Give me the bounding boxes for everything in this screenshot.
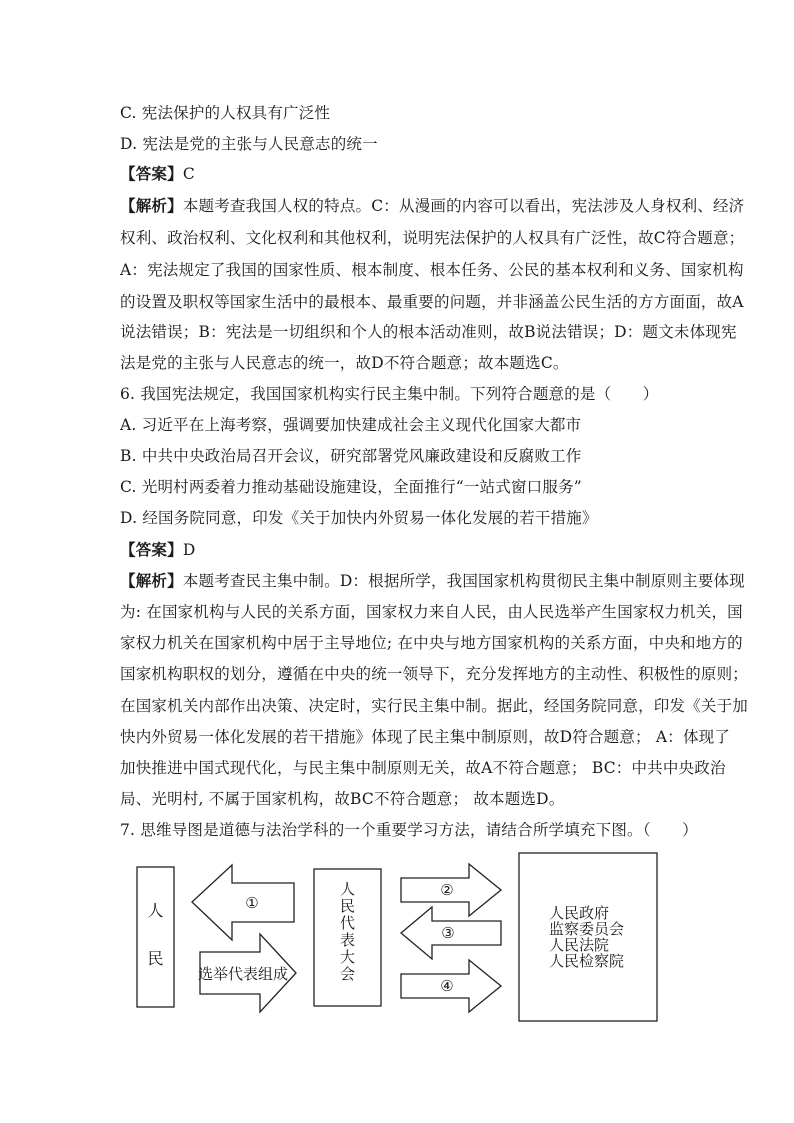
organ-item: 人民法院 bbox=[549, 936, 610, 954]
svg-text:代: 代 bbox=[339, 914, 356, 932]
people-box bbox=[137, 867, 174, 1007]
people-char: 人 bbox=[147, 901, 164, 920]
svg-text:表: 表 bbox=[339, 931, 356, 949]
answer-value: D bbox=[182, 541, 196, 559]
arrow-label-1: ① bbox=[245, 894, 259, 912]
arrow-label-4: ④ bbox=[440, 977, 454, 995]
q6-analysis-line: 国家机构职权的划分，遵循在中央的统一领导下，充分发挥地方的主动性、积极性的原则； bbox=[120, 665, 749, 683]
organ-item: 人民检察院 bbox=[549, 952, 625, 970]
q6-option-b: B. 中共中央政治局召开会议，研究部署党风廉政建设和反腐败工作 bbox=[120, 447, 582, 465]
organ-item: 监察委员会 bbox=[549, 920, 625, 938]
people-char: 民 bbox=[147, 949, 164, 968]
q5-analysis-line: 权利、政治权利、文化权利和其他权利，说明宪法保护的人权具有广泛性，故C符合题意； bbox=[120, 229, 745, 247]
q6-analysis-line: 在国家机关内部作出决策、决定时，实行民主集中制。据此，经国务院同意，印发《关于加 bbox=[120, 697, 749, 715]
analysis-tag: 【解析】 bbox=[120, 196, 183, 215]
q5-analysis-line: 说法错误；B：宪法是一切组织和个人的根本活动准则，故B说法错误；D：题文未体现宪 bbox=[120, 323, 737, 341]
q6-analysis-line: 【解析】本题考查民主集中制。D：根据所学，我国国家机构贯彻民主集中制原则主要体现 bbox=[120, 571, 745, 590]
q5-option-c: C. 宪法保护的人权具有广泛性 bbox=[120, 104, 331, 122]
q6-option-d: D. 经国务院同意，印发《关于加快内外贸易一体化发展的若干措施》 bbox=[120, 509, 598, 527]
q5-analysis-line: 的设置及职权等国家生活中的最根本、最重要的问题，并非涵盖公民生活的方方面面，故A bbox=[120, 293, 744, 311]
q6-stem: 6. 我国宪法规定，我国国家机构实行民主集中制。下列符合题意的是（ ） bbox=[120, 385, 659, 403]
congress-label bbox=[340, 880, 355, 983]
q5-analysis-line: 法是党的主张与人民意志的统一，故D不符合题意；故本题选C。 bbox=[120, 354, 569, 372]
q5-analysis-line: A：宪法规定了我国的国家性质、根本制度、根本任务、公民的基本权利和义务、国家机构 bbox=[120, 261, 744, 279]
q5-analysis-line: 【解析】本题考查我国人权的特点。C：从漫画的内容可以看出，宪法涉及人身权利、经济 bbox=[120, 196, 745, 215]
svg-text:大: 大 bbox=[339, 948, 356, 966]
organ-item: 人民政府 bbox=[549, 904, 610, 922]
q6-analysis-line: 快内外贸易一体化发展的若干措施》体现了民主集中制原则，故D符合题意； A：体现了 bbox=[120, 728, 731, 746]
svg-text:人: 人 bbox=[339, 880, 356, 898]
arrow-label-2: ② bbox=[440, 881, 454, 899]
svg-text:会: 会 bbox=[339, 965, 356, 983]
q7-stem: 7. 思维导图是道德与法治学科的一个重要学习方法，请结合所学填充下图。（ ） bbox=[120, 821, 698, 839]
elect-label: 选举代表组成 bbox=[197, 965, 289, 983]
answer-tag: 【答案】 bbox=[120, 540, 183, 559]
q5-answer bbox=[120, 164, 195, 184]
svg-text:民: 民 bbox=[339, 897, 356, 915]
q5-option-d: D. 宪法是党的主张与人民意志的统一 bbox=[120, 135, 378, 153]
q6-analysis-line: 家权力机关在国家机构中居于主导地位; 在中央与地方国家机构的关系方面，中央和地方的 bbox=[120, 634, 743, 652]
arrow-left-1 bbox=[192, 865, 294, 940]
answer-value: C bbox=[182, 165, 195, 183]
q6-option-c: C. 光明村两委着力推动基础设施建设，全面推行“一站式窗口服务” bbox=[120, 478, 582, 496]
q6-analysis-line: 为: 在国家机构与人民的关系方面，国家权力来自人民，由人民选举产生国家权力机关，国 bbox=[120, 603, 743, 621]
q6-answer bbox=[120, 540, 195, 560]
answer-tag: 【答案】 bbox=[120, 164, 183, 183]
analysis-tag: 【解析】 bbox=[120, 571, 183, 590]
q6-analysis-line: 加快推进中国式现代化，与民主集中制原则无关，故A不符合题意； BC：中共中央政治 bbox=[120, 759, 726, 777]
arrow-label-3: ③ bbox=[441, 924, 455, 942]
q6-option-a: A. 习近平在上海考察，强调要加快建成社会主义现代化国家大都市 bbox=[120, 416, 582, 434]
mind-map-diagram bbox=[0, 840, 794, 1040]
q6-analysis-line: 局、光明村, 不属于国家机构，故BC不符合题意； 故本题选D。 bbox=[120, 790, 565, 808]
